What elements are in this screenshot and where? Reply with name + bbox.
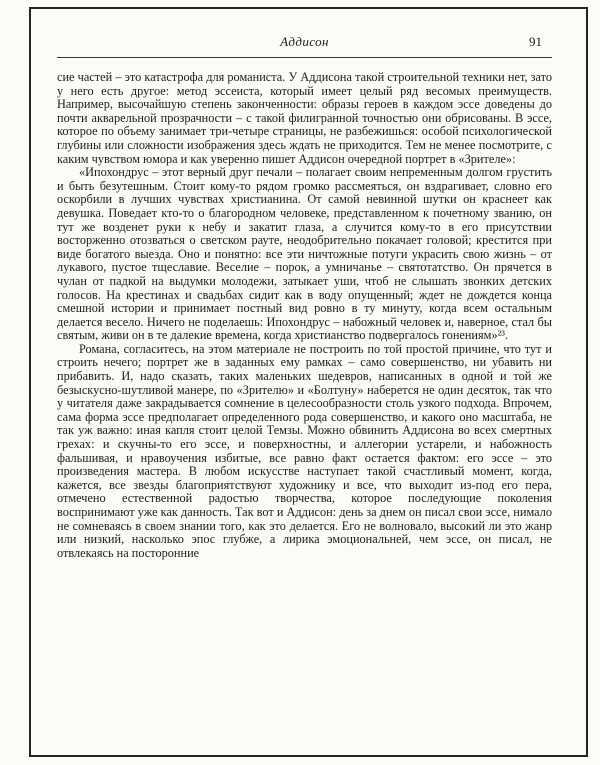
page-number: 91 [529, 34, 542, 49]
running-title: Аддисон [280, 34, 329, 49]
paragraph-continuation: сие частей – это катастрофа для романиста. У Аддисона такой строительной техники нет, зато у него есть другое: метод эссеиста, который имеет целый ряд весомых преимуществ. Например, высочайшую степень законченности: образы героев в каждом эссе доведены до почти акварельной прозрачности – с такой филигранной точностью они обрисованы. В эссе, которое по объему занимает три-четыре страницы, не разбежишься: особой психологической глубины или сложности изображения здесь ждать не приходится. Тем не менее посмотрите, с каким чувством юмора и как уверенно пишет Аддисон очередной портрет в «Зрителе»: [57, 70, 552, 166]
page-border-frame [29, 7, 588, 757]
body-text [57, 71, 552, 560]
paragraph-commentary: Романа, согласитесь, на этом материале не построить по той простой причине, что тут и строить нечего; портрет же в заданных ему рамках – само совершенство, ни убавить ни прибавить. И, надо сказать, таких маленьких шедевров, написанных в одной и той же безыскусно-шутливой манере, по «Зрителю» и «Болтуну» наберется не один десяток, так что у читателя даже закрадывается сомнение в целесообразности столь узкого подхода. Впрочем, сама форма эссе предполагает определенного рода совершенство, и какого оно масштаба, не так уж важно: иная капля стоит целой Темзы. Можно обвинить Аддисона во всех смертных грехах: и скучны-то его эссе, и поверхностны, и аллегории устарели, и набожность фальшивая, и нравоучения избитые, все равно факт остается фактом: его эссе – это произведения мастера. В любом искусстве наступает такой счастливый момент, когда, кажется, все звезды благоприятствуют художнику и все, что выходит из-под его пера, отмечено естественной радостью творчества, которое последующие поколения воспринимают уже как данность. Так вот и Аддисон: день за днем он писал свои эссе, нимало не сомневаясь в своем знании того, как это делается. Его не волновало, высокий ли это жанр или низкий, насколько эпос глубже, а лирика эмоциональней, чем эссе, он писал, не отвлекаясь на посторонние [57, 341, 552, 560]
header-rule [57, 57, 552, 58]
paragraph-quote: «Ипохондрус – этот верный друг печали – полагает своим непременным долгом грустить и быть безутешным. Стоит кому-то рядом громко рассмеяться, он вздрагивает, словно его оскорбили в лучших чувствах христианина. От самой невинной шутки он краснеет как девушка. Поведает кто-то о благородном человеке, представленном к почетному званию, он тут же возденет руки к небу и закатит глаза, а случится кому-то в его присутствии восторженно отозваться о светском рауте, неодобрительно покачает головой; крестится при виде богатого выезда. Оно и понятно: все эти ничтожные потуги украсить свою жизнь – от лукавого, пустое тщеславие. Веселие – порок, а умничанье – святотатство. Он прячется в чулан от падкой на выдумки молодежи, затыкает уши, чтоб не слышать звонких детских голосов. На крестинах и свадьбах сидит как в воду опущенный; ждет не дождется конца смешной истории и принимает постный вид ровно в ту минуту, когда всем остальным делается весело. Ничего не поделаешь: Ипохондрус – набожный человек и, наверное, стал бы святым, живи он в те далекие времена, когда христианство подвергалось гонениям»²³. [57, 165, 552, 343]
page-header [57, 33, 552, 50]
